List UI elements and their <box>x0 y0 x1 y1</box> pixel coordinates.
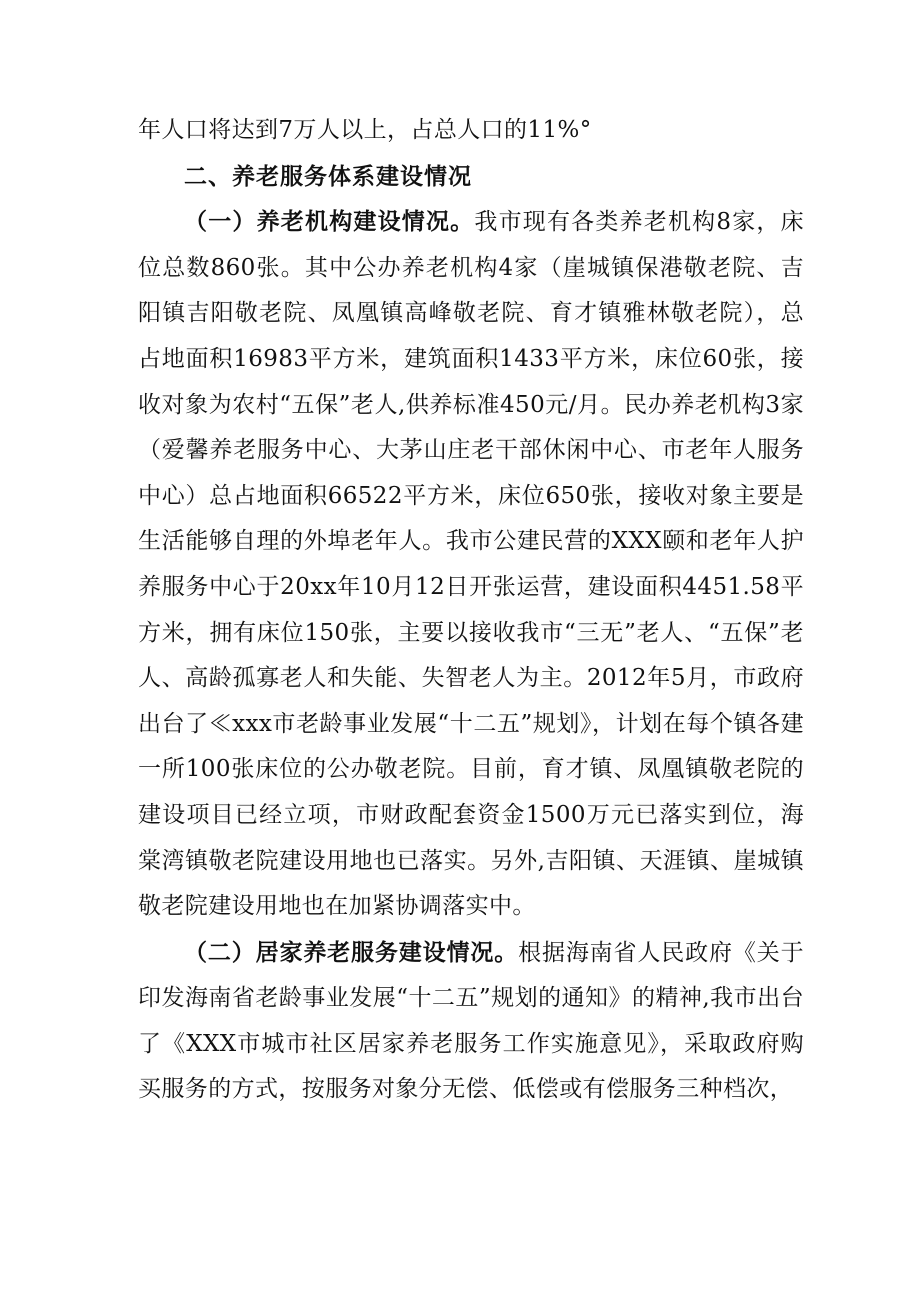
subsection-title-home-care: （二）居家养老服务建设情况。 <box>184 938 519 966</box>
document-body <box>138 108 804 1113</box>
subsection-title-institutions: （一）养老机构建设情况。 <box>184 208 475 236</box>
paragraph-body-institutions: 我市现有各类养老机构8家，床位总数860张。其中公办养老机构4家（崖城镇保港敬老院、吉阳镇吉阳敬老院、凤凰镇高峰敬老院、育才镇雅林敬老院），总占地面积16983平方米，建筑面积1433平方米，床位60张，接收对象为农村“五保”老人,供养标准450元/月。民办养老机构3家（爱馨养老服务中心、大茅山庄老干部休闲中心、市老年人服务中心）总占地面积66522平方米，床位650张，接收对象主要是生活能够自理的外埠老年人。我市公建民营的XXX颐和老年人护养服务中心于20xx年10月12日开张运营，建设面积4451.58平方米，拥有床位150张，主要以接收我市“三无”老人、“五保”老人、高龄孤寡老人和失能、失智老人为主。2012年5月，市政府出台了≪xxx市老龄事业发展“十二五”规划》，计划在每个镇各建一所100张床位的公办敬老院。目前，育才镇、凤凰镇敬老院的建设项目已经立项，市财政配套资金1500万元已落实到位，海棠湾镇敬老院建设用地也已落实。另外,吉阳镇、天涯镇、崖城镇敬老院建设用地也在加紧协调落实中。 <box>138 209 804 920</box>
paragraph-body-home-care: 根据海南省人民政府《关于印发海南省老龄事业发展“十二五”规划的通知》的精神,我市出台了《XXX市城市社区居家养老服务工作实施意见》，采取政府购买服务的方式，按服务对象分无偿、低偿或有偿服务三种档次， <box>138 939 804 1103</box>
paragraph-elderly-institutions <box>138 199 804 930</box>
section-heading: 二、养老服务体系建设情况 <box>184 162 472 190</box>
continuation-paragraph: 年人口将达到7万人以上，占总人口的11%° <box>138 117 592 143</box>
paragraph-home-care <box>138 930 804 1113</box>
